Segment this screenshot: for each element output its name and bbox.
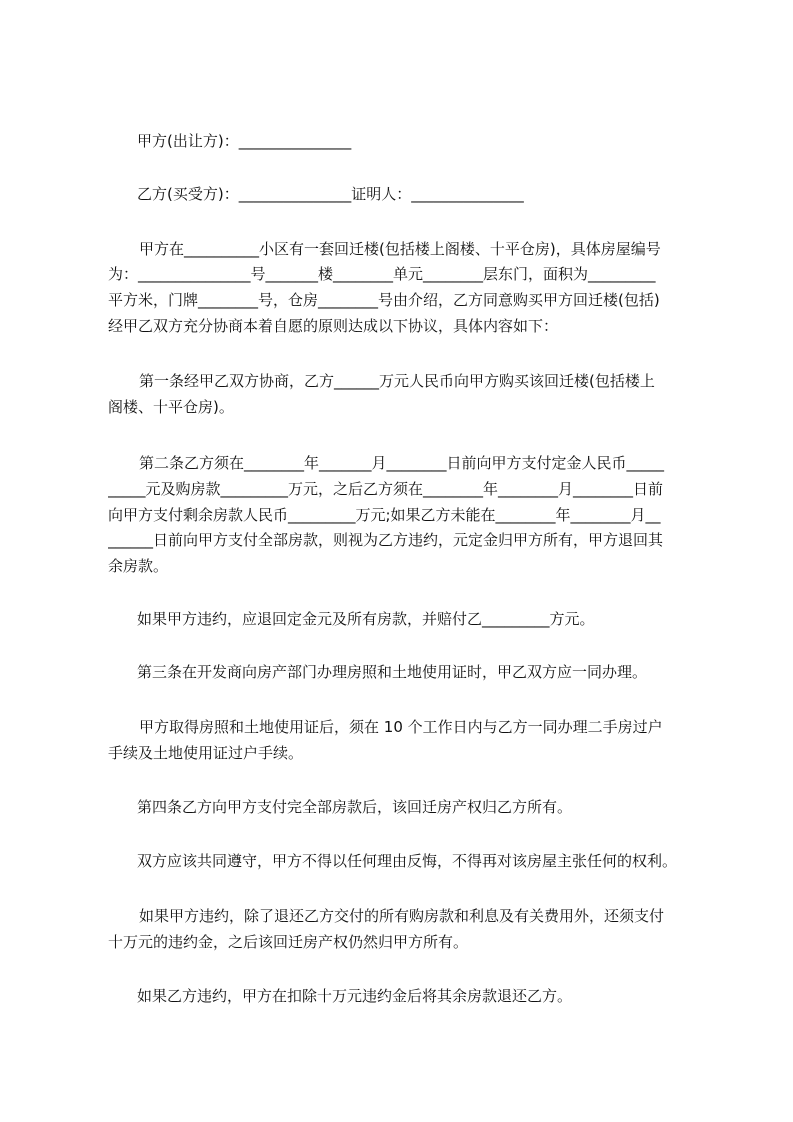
party-a-breach-deposit: 如果甲方违约，应退回定金元及所有房款，并赔付乙_________方元。 bbox=[137, 610, 595, 628]
party-a-breach-line-2: 十万元的违约金，之后该回迁房产权仍然归甲方所有。 bbox=[108, 933, 469, 951]
article2-line-2: _____元及购房款_________万元，之后乙方须在________年________月________日前 bbox=[108, 480, 664, 498]
article1-line-2: 阁楼、十平仓房)。 bbox=[108, 398, 234, 416]
intro-line-3: 平方米，门牌________号，仓房________号由介绍，乙方同意购买甲方回迁楼(包括) bbox=[108, 291, 660, 309]
party-a-breach-line-1: 如果甲方违约，除了退还乙方交付的所有购房款和利息及有关费用外，还须支付 bbox=[139, 907, 665, 925]
article4-line: 第四条乙方向甲方支付完全部房款后，该回迁房产权归乙方所有。 bbox=[137, 798, 573, 816]
party-b-line: 乙方(买受方)：_______________证明人：_______________ bbox=[137, 185, 524, 203]
intro-line-2: 为：_______________号_______楼________单元________层东门，面积为_________ bbox=[108, 265, 656, 283]
party-a-line: 甲方(出让方)：_______________ bbox=[137, 132, 352, 150]
article2-line-3: 向甲方支付剩余房款人民币_________万元;如果乙方未能在________年________月__ bbox=[108, 506, 661, 524]
intro-line-4: 经甲乙双方充分协商本着自愿的原则达成以下协议，具体内容如下： bbox=[108, 317, 559, 335]
article3-cont-line-1: 甲方取得房照和土地使用证后，须在 10 个工作日内与乙方一同办理二手房过户 bbox=[139, 718, 663, 736]
comply-line: 双方应该共同遵守，甲方不得以任何理由反悔，不得再对该房屋主张任何的权利。 bbox=[137, 852, 678, 870]
article3-cont-line-2: 手续及土地使用证过户手续。 bbox=[108, 744, 304, 762]
article2-line-5: 余房款。 bbox=[108, 557, 169, 575]
intro-line-1: 甲方在__________小区有一套回迁楼(包括楼上阁楼、十平仓房)，具体房屋编号 bbox=[139, 240, 661, 258]
article2-line-1: 第二条乙方须在________年_______月________日前向甲方支付定金人民币_____ bbox=[139, 454, 665, 472]
article3-line: 第三条在开发商向房产部门办理房照和土地使用证时，甲乙双方应一同办理。 bbox=[137, 663, 648, 681]
article2-line-4: ______日前向甲方支付全部房款，则视为乙方违约，元定金归甲方所有，甲方退回其 bbox=[108, 531, 664, 549]
party-b-breach-line: 如果乙方违约，甲方在扣除十万元违约金后将其余房款退还乙方。 bbox=[137, 987, 573, 1005]
article1-line-1: 第一条经甲乙双方协商，乙方______万元人民币向甲方购买该回迁楼(包括楼上 bbox=[139, 372, 655, 390]
